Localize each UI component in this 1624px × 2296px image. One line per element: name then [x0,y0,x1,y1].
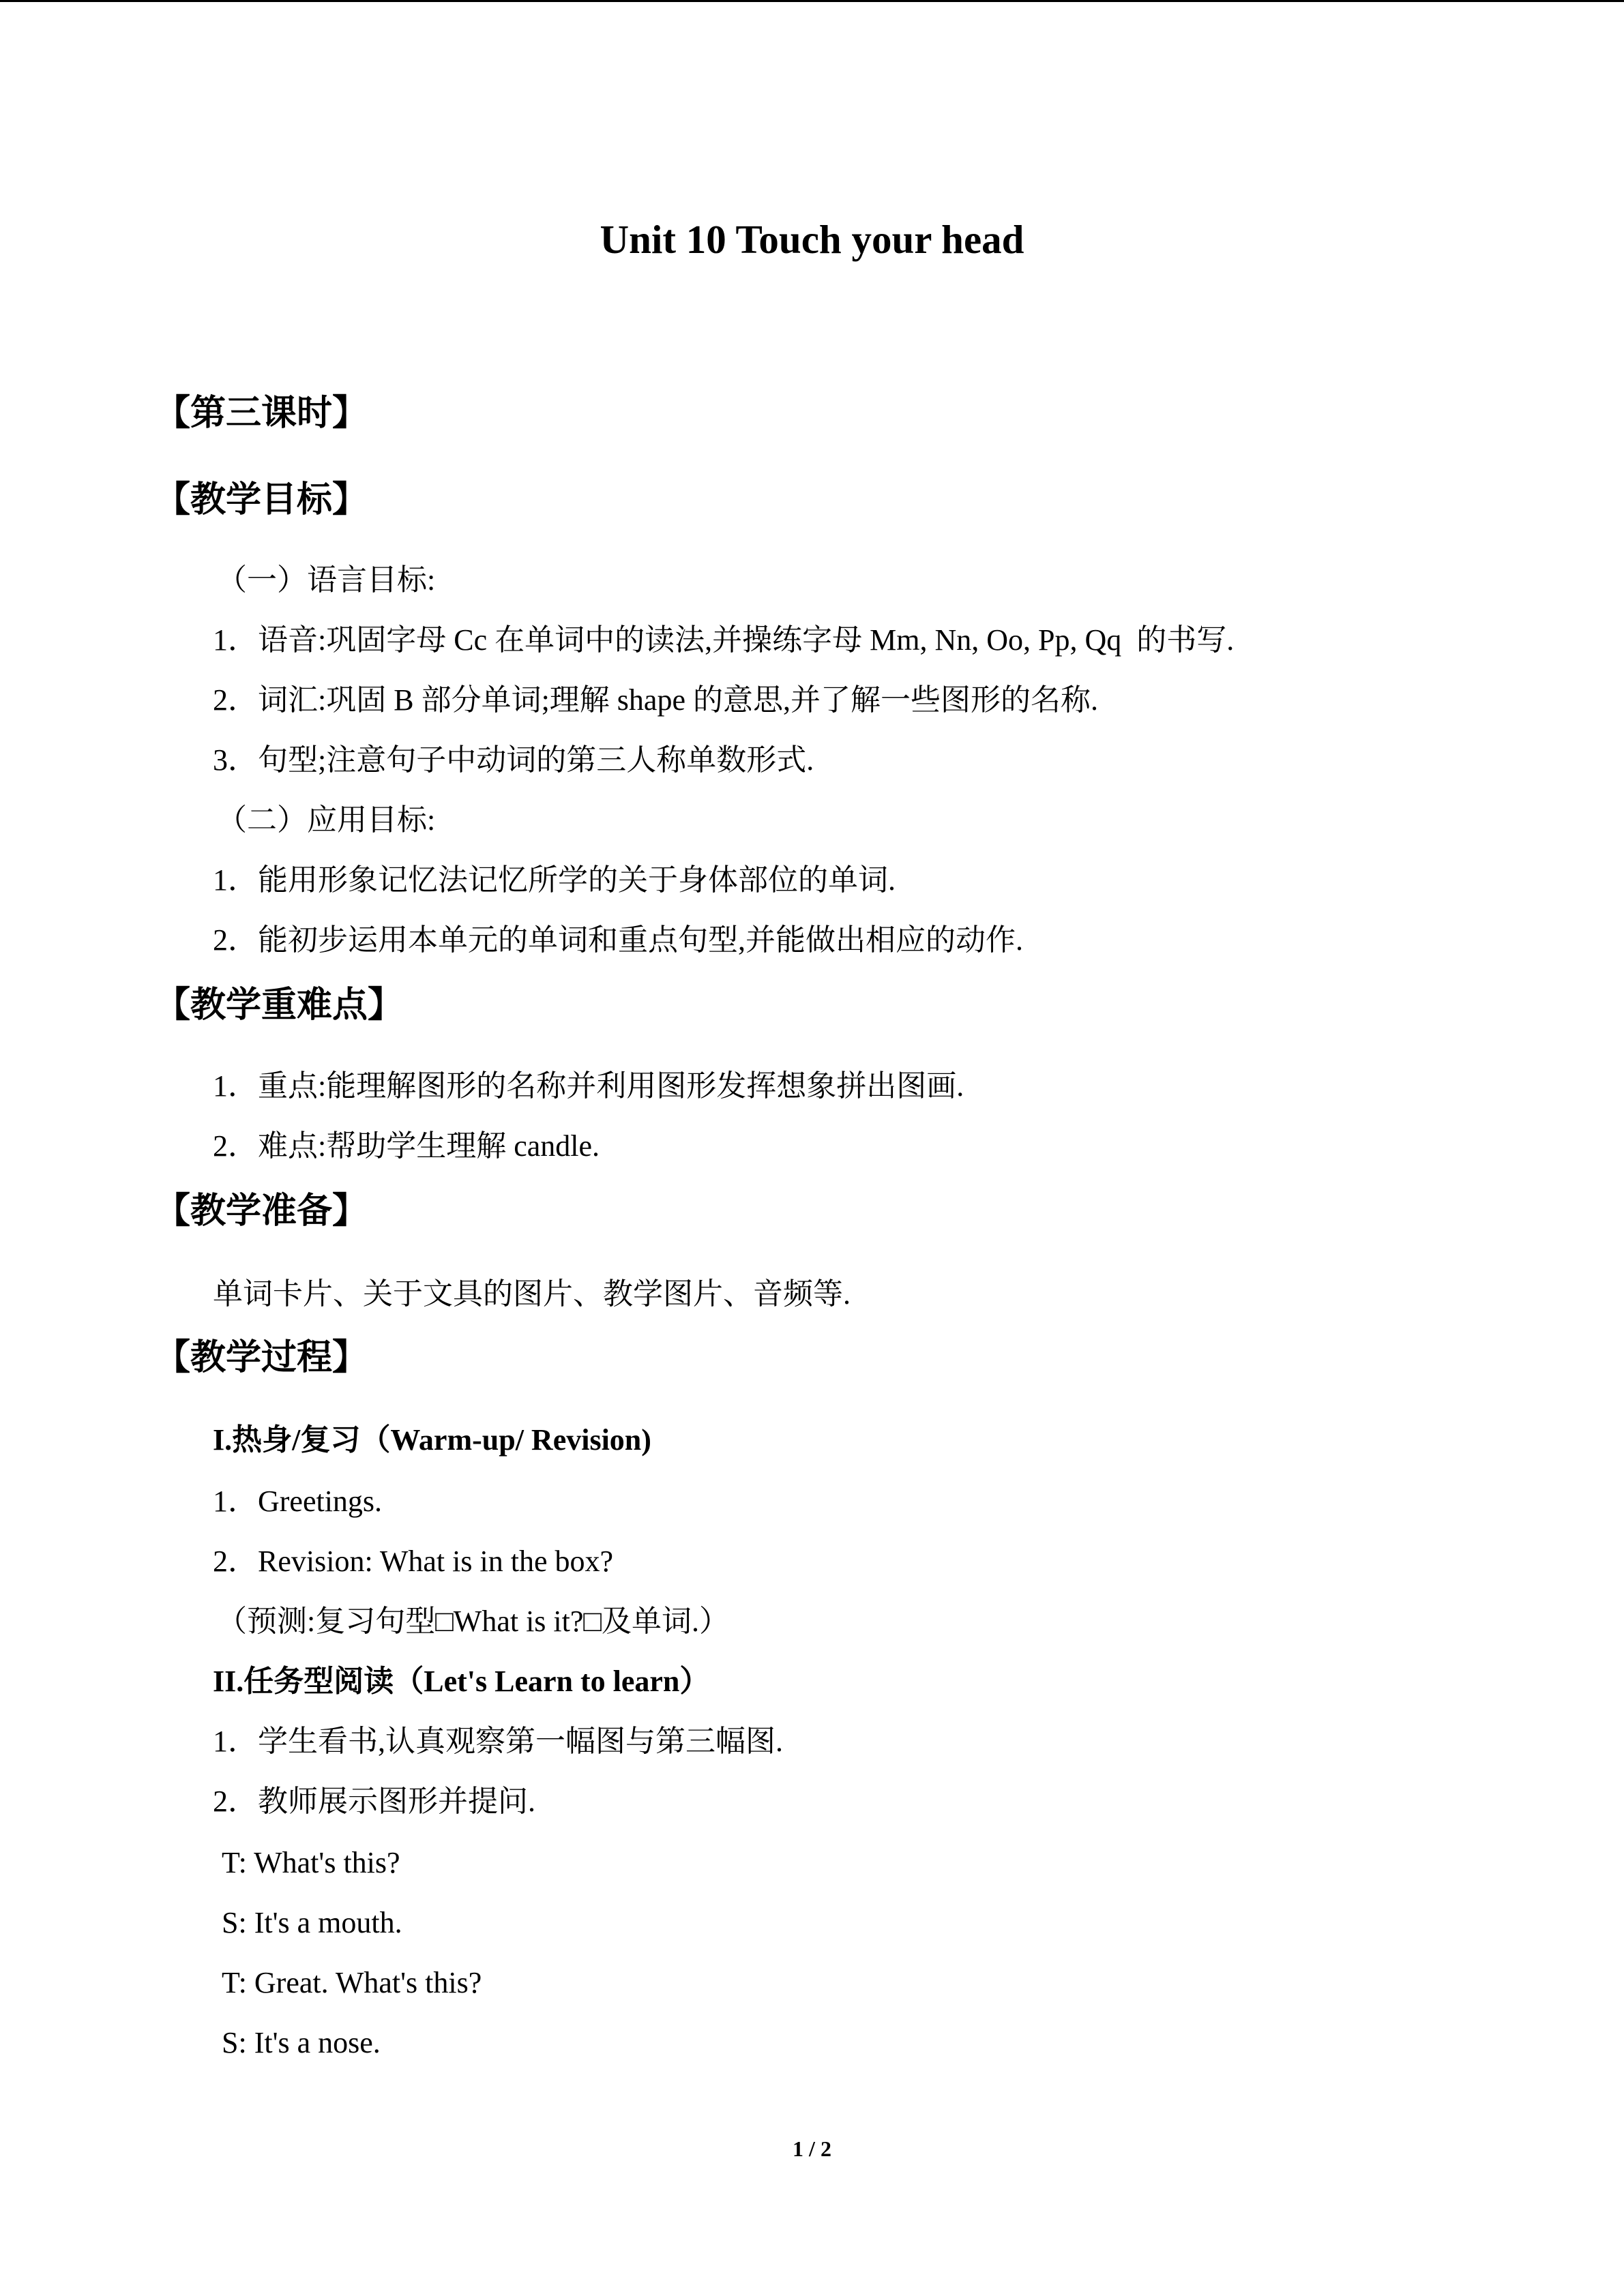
application-objective-item: 1．能用形象记忆法记忆所学的关于身体部位的单词. [213,863,896,897]
application-objective-item: 2．能初步运用本单元的单词和重点句型,并能做出相应的动作. [213,923,1023,957]
language-objective-item: 1．语音:巩固字母 Cc 在单词中的读法,并操练字母 Mm, Nn, Oo, Pp, Qq 的书写. [213,623,1235,657]
section-warmup-title: I.热身/复习（Warm-up/ Revision) [213,1423,651,1457]
heading-process: 【教学过程】 [155,1337,368,1378]
page-title: Unit 10 Touch your head [600,217,1024,262]
heading-lesson: 【第三课时】 [155,393,368,434]
section-reading-title: II.任务型阅读（Let's Learn to learn） [213,1665,710,1698]
dialogue-line: T: Great. What's this? [222,1966,482,1999]
language-objective-item: 3．句型;注意句子中动词的第三人称单数形式. [213,743,814,777]
heading-preparation: 【教学准备】 [155,1191,368,1232]
reading-item: 1．学生看书,认真观察第一幅图与第三幅图. [213,1725,783,1758]
dialogue-line: S: It's a nose. [222,2026,381,2059]
heading-objectives: 【教学目标】 [155,479,368,520]
application-objectives-heading: （二）应用目标: [217,803,436,837]
page-indicator: 1 / 2 [793,2136,831,2161]
heading-key-points: 【教学重难点】 [155,985,404,1026]
dialogue-line: T: What's this? [222,1846,400,1879]
language-objective-item: 2．词汇:巩固 B 部分单词;理解 shape 的意思,并了解一些图形的名称. [213,683,1098,717]
warmup-item: 2．Revision: What is in the box? [213,1545,614,1578]
reading-item: 2．教师展示图形并提问. [213,1785,535,1818]
dialogue-line: S: It's a mouth. [222,1906,402,1939]
warmup-note: （预测:复习句型□What is it?□及单词.） [217,1605,729,1638]
language-objectives-heading: （一）语言目标: [217,563,436,597]
top-border [0,0,1624,2]
warmup-item: 1．Greetings. [213,1485,383,1518]
preparation-text: 单词卡片、关于文具的图片、教学图片、音频等. [213,1277,851,1311]
key-point-item: 1．重点:能理解图形的名称并利用图形发挥想象拼出图画. [213,1069,964,1103]
key-point-item: 2．难点:帮助学生理解 candle. [213,1129,600,1163]
